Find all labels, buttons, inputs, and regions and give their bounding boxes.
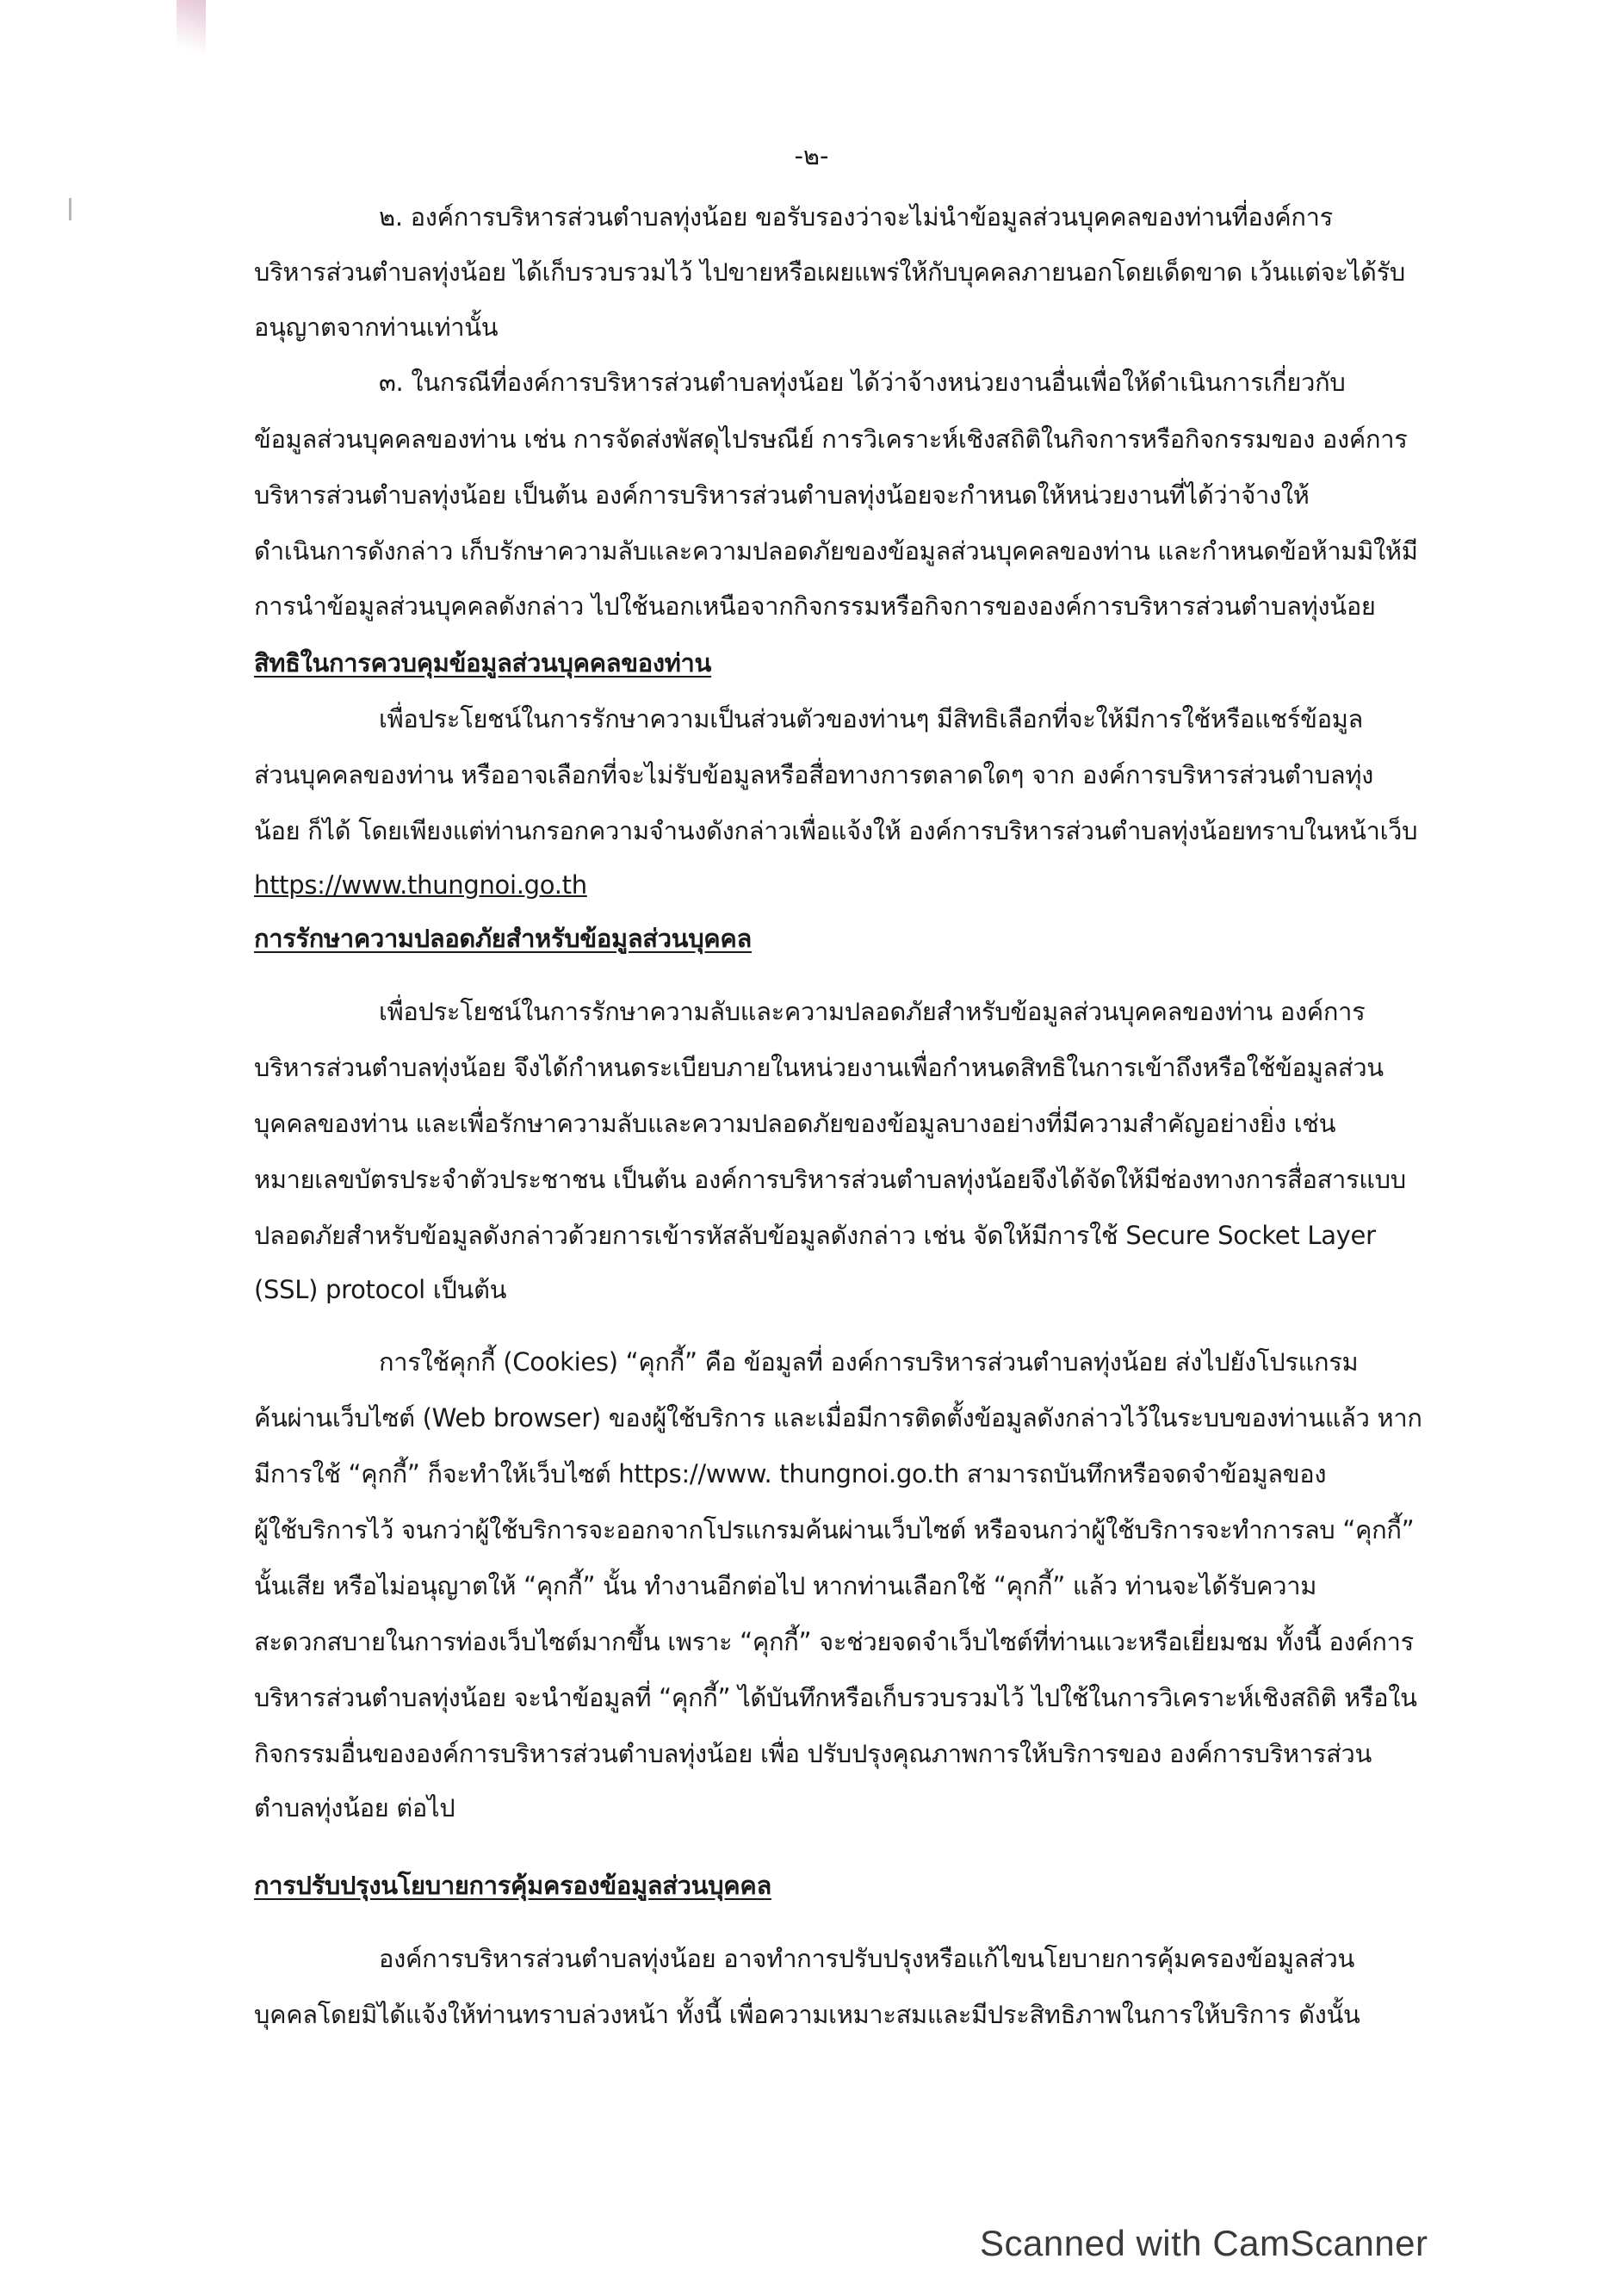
paragraph-3-line-3: บริหารส่วนตำบลทุ่งน้อย เป็นต้น องค์การบริหารส่วนตำบลทุ่งน้อยจะกำหนดให้หน่วยงานที่ได้ว่าจ้างให้	[254, 480, 1310, 510]
website-link[interactable]: https://www.thungnoi.go.th	[254, 870, 587, 900]
cookies-line-6: สะดวกสบายในการท่องเว็บไซต์มากขึ้น เพราะ “คุกกี้” จะช่วยจดจำเว็บไซต์ที่ท่านแวะหรือเยี่ยมชม ทั้งนี้ องค์การ	[254, 1627, 1414, 1656]
policy-heading: การปรับปรุงนโยบายการคุ้มครองข้อมูลส่วนบุคคล	[254, 1871, 771, 1900]
cookies-line-8: กิจกรรมอื่นขององค์การบริหารส่วนตำบลทุ่งน้อย เพื่อ ปรับปรุงคุณภาพการให้บริการของ องค์การบริหารส่วน	[254, 1739, 1372, 1768]
paragraph-2-line-3: อนุญาตจากท่านเท่านั้น	[254, 313, 499, 342]
paragraph-2-line-2: บริหารส่วนตำบลทุ่งน้อย ได้เก็บรวบรวมไว้ ไปขายหรือเผยแพร่ให้กับบุคคลภายนอกโดยเด็ดขาด เว้นแต่จะได้รับ	[254, 257, 1405, 287]
policy-line-2: บุคคลโดยมิได้แจ้งให้ท่านทราบล่วงหน้า ทั้งนี้ เพื่อความเหมาะสมและมีประสิทธิภาพในการให้บริการ ดังนั้น	[254, 2000, 1360, 2029]
cookies-line-3: มีการใช้ “คุกกี้” ก็จะทำให้เว็บไซต์ https://www. thungnoi.go.th สามารถบันทึกหรือจดจำข้อมูลของ	[254, 1459, 1327, 1488]
cookies-line-4: ผู้ใช้บริการไว้ จนกว่าผู้ใช้บริการจะออกจากโปรแกรมค้นผ่านเว็บไซต์ หรือจนกว่าผู้ใช้บริการจะทำการลบ “คุกกี้”	[254, 1515, 1415, 1544]
cookies-line-2: ค้นผ่านเว็บไซต์ (Web browser) ของผู้ใช้บริการ และเมื่อมีการติดตั้งข้อมูลดังกล่าวไว้ในระบบของท่านแล้ว หาก	[254, 1403, 1422, 1433]
security-line-1: เพื่อประโยชน์ในการรักษาความลับและความปลอดภัยสำหรับข้อมูลส่วนบุคคลของท่าน องค์การ	[379, 997, 1366, 1026]
security-line-3: บุคคลของท่าน และเพื่อรักษาความลับและความปลอดภัยของข้อมูลบางอย่างที่มีความสำคัญอย่างยิ่ง เช่น	[254, 1109, 1336, 1138]
cookies-line-7: บริหารส่วนตำบลทุ่งน้อย จะนำข้อมูลที่ “คุกกี้” ได้บันทึกหรือเก็บรวบรวมไว้ ไปใช้ในการวิเคราะห์เชิงสถิติ หรือใน	[254, 1683, 1417, 1712]
security-line-5: ปลอดภัยสำหรับข้อมูลดังกล่าวด้วยการเข้ารหัสลับข้อมูลดังกล่าว เช่น จัดให้มีการใช้ Secure Socket Layer	[254, 1221, 1376, 1250]
security-heading: การรักษาความปลอดภัยสำหรับข้อมูลส่วนบุคคล	[254, 924, 752, 953]
rights-line-2: ส่วนบุคคลของท่าน หรืออาจเลือกที่จะไม่รับข้อมูลหรือสื่อทางการตลาดใดๆ จาก องค์การบริหารส่วนตำบลทุ่ง	[254, 760, 1373, 789]
cookies-line-1: การใช้คุกกี้ (Cookies) “คุกกี้” คือ ข้อมูลที่ องค์การบริหารส่วนตำบลทุ่งน้อย ส่งไปยังโปรแกรม	[379, 1347, 1359, 1377]
security-line-6: (SSL) protocol เป็นต้น	[254, 1275, 507, 1304]
policy-line-1: องค์การบริหารส่วนตำบลทุ่งน้อย อาจทำการปรับปรุงหรือแก้ไขนโยบายการคุ้มครองข้อมูลส่วน	[379, 1944, 1355, 1973]
paragraph-3-line-2: ข้อมูลส่วนบุคคลของท่าน เช่น การจัดส่งพัสดุไปรษณีย์ การวิเคราะห์เชิงสถิติในกิจการหรือกิจกรรมของ องค์การ	[254, 424, 1408, 454]
cookies-line-5: นั้นเสีย หรือไม่อนุญาตให้ “คุกกี้” นั้น ทำงานอีกต่อไป หากท่านเลือกใช้ “คุกกี้” แล้ว ท่านจะได้รับความ	[254, 1571, 1317, 1600]
camscanner-watermark: Scanned with CamScanner	[980, 2223, 1428, 2263]
security-line-4: หมายเลขบัตรประจำตัวประชาชน เป็นต้น องค์การบริหารส่วนตำบลทุ่งน้อยจึงได้จัดให้มีช่องทางการสื่อสารแบบ	[254, 1165, 1406, 1194]
rights-heading: สิทธิในการควบคุมข้อมูลส่วนบุคคลของท่าน	[254, 648, 712, 678]
paragraph-3-line-4: ดำเนินการดังกล่าว เก็บรักษาความลับและความปลอดภัยของข้อมูลส่วนบุคคลของท่าน และกำหนดข้อห้ามมิให้มี	[254, 536, 1418, 566]
rights-line-3: น้อย ก็ได้ โดยเพียงแต่ท่านกรอกความจำนงดังกล่าวเพื่อแจ้งให้ องค์การบริหารส่วนตำบลทุ่งน้อยทราบในหน้าเว็บ	[254, 816, 1418, 845]
scan-smudge	[177, 0, 206, 60]
cookies-line-9: ตำบลทุ่งน้อย ต่อไป	[254, 1793, 455, 1823]
paragraph-3-line-1: ๓. ในกรณีที่องค์การบริหารส่วนตำบลทุ่งน้อย ได้ว่าจ้างหน่วยงานอื่นเพื่อให้ดำเนินการเกี่ยวกับ	[379, 368, 1346, 397]
scan-edge-mark	[69, 198, 71, 220]
paragraph-2-line-1: ๒. องค์การบริหารส่วนตำบลทุ่งน้อย ขอรับรองว่าจะไม่นำข้อมูลส่วนบุคคลของท่านที่องค์การ	[379, 202, 1333, 232]
page-number: -๒-	[794, 141, 829, 170]
paragraph-3-line-5: การนำข้อมูลส่วนบุคคลดังกล่าว ไปใช้นอกเหนือจากกิจกรรมหรือกิจการขององค์การบริหารส่วนตำบลทุ่งน้อย	[254, 591, 1376, 621]
rights-line-1: เพื่อประโยชน์ในการรักษาความเป็นส่วนตัวของท่านๆ มีสิทธิเลือกที่จะให้มีการใช้หรือแชร์ข้อมูล	[379, 704, 1364, 733]
security-line-2: บริหารส่วนตำบลทุ่งน้อย จึงได้กำหนดระเบียบภายในหน่วยงานเพื่อกำหนดสิทธิในการเข้าถึงหรือใช้ข้อมูลส่วน	[254, 1053, 1384, 1082]
